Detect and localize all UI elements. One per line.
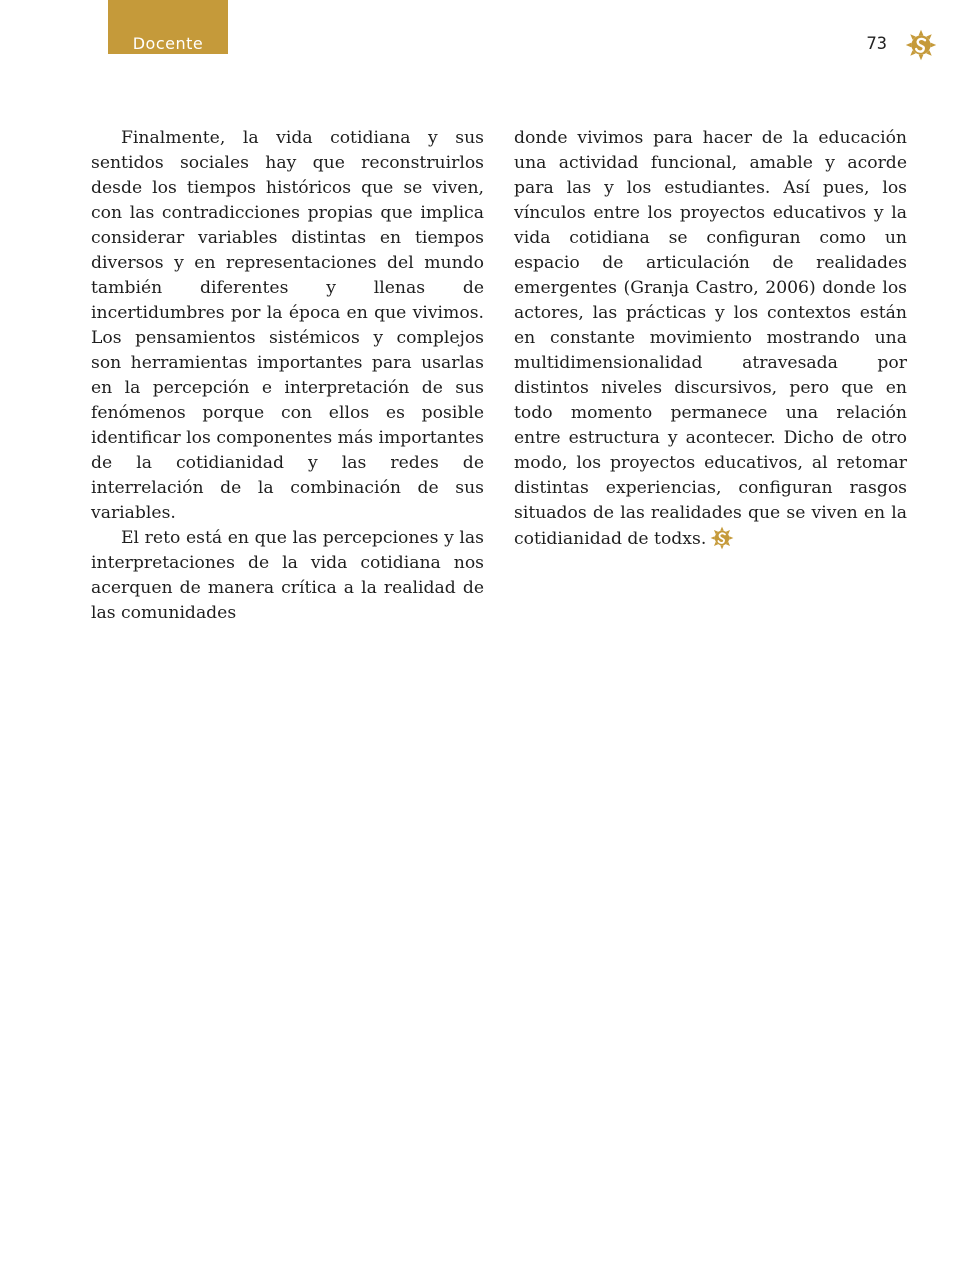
sun-emblem-icon [905,29,937,61]
left-column [91,126,484,626]
paragraph: El reto está en que las percepciones y las interpretaciones de la vida cotidiana nos acerquen de manera crítica a la realidad de las comunidades [91,528,484,623]
sun-emblem-icon [710,526,734,550]
paragraph-text: donde vivimos para hacer de la educación una actividad funcional, amable y acorde para las y los estudiantes. Así pues, los vínculos entre los proyectos educativos y la vida cotidiana se configuran como un espacio de articulación de realidades emergentes (Granja Castro, 2006) donde los actores, las prácticas y los contextos están en constante movimiento mostrando una multidimensionalidad atravesada por distintos niveles discursivos, pero que en todo momento permanece una relación entre estructura y acontecer. Dicho de otro modo, los proyectos educativos, al retomar distintas experiencias, configuran rasgos situados de las realidades que se viven en la cotidianidad de todxs. [514,128,907,549]
section-tab [108,0,228,54]
page-number: 73 [866,34,887,54]
right-column [514,126,907,552]
paragraph [514,126,907,552]
paragraph: Finalmente, la vida cotidiana y sus sentidos sociales hay que reconstruirlos desde los tiempos históricos que se viven, con las contradicciones propias que implica considerar variables distintas en tiempos diversos y en representaciones del mundo también diferentes y llenas de incertidumbres por la época en que vivimos. Los pensamientos sistémicos y complejos son herramientas importantes para usarlas en la percepción e interpretación de sus fenómenos porque con ellos es posible identificar los componentes más importantes de la cotidianidad y las redes de interrelación de la combinación de sus variables. [91,128,484,523]
section-label: Docente [132,34,204,53]
